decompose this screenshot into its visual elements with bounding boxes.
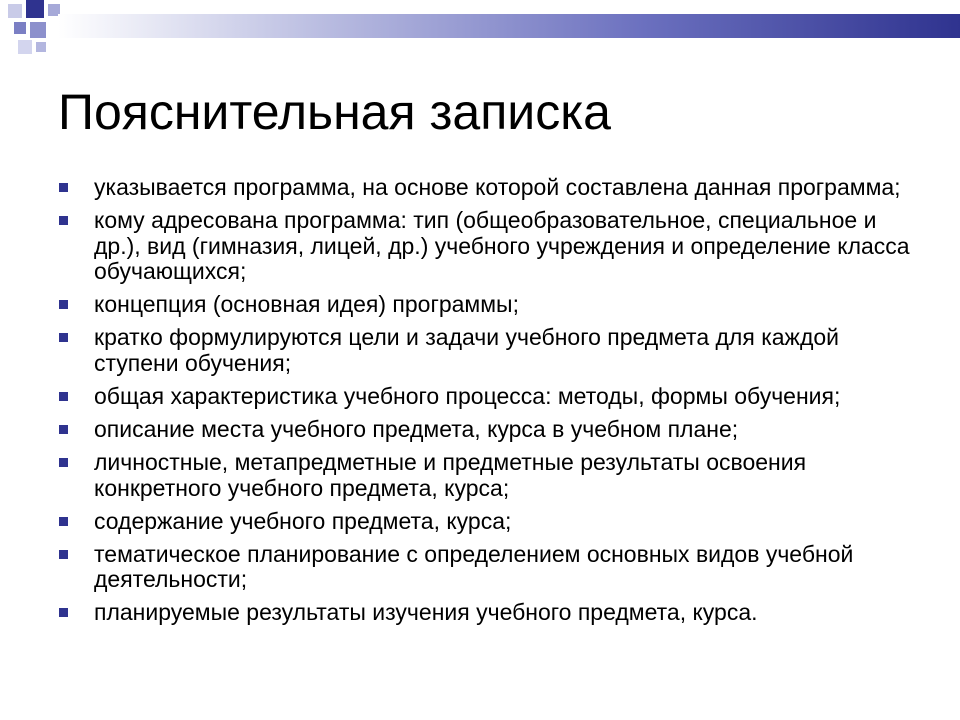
header-decoration [0,0,960,60]
header-gradient-bar [58,14,960,38]
list-item [58,542,918,593]
list-item [58,509,918,535]
square-bullet-icon [59,458,68,467]
list-item [58,208,918,285]
list-item [58,450,918,501]
list-item [58,175,918,201]
square-bullet-icon [59,333,68,342]
square-bullet-icon [59,550,68,559]
square-bullet-icon [59,392,68,401]
square-bullet-icon [59,608,68,617]
square-bullet-icon [59,183,68,192]
list-item [58,325,918,376]
list-item [58,600,918,626]
list-item-text: планируемые результаты изучения учебного предмета, курса. [94,599,758,626]
list-item-text: кому адресована программа: тип (общеобразовательное, специальное и др.), вид (гимназия, лицей, др.) учебного учреждения и определение класса обучающихся; [94,207,910,285]
decor-square [14,22,26,34]
slide-title: Пояснительная записка [58,84,611,140]
list-item-text: указывается программа, на основе которой составлена данная программа; [94,174,901,200]
decor-square [8,4,22,18]
list-item-text: концепция (основная идея) программы; [94,291,519,318]
list-item [58,292,918,318]
square-bullet-icon [59,300,68,309]
square-bullet-icon [59,425,68,434]
list-item [58,417,918,443]
bullet-list [58,175,918,633]
decor-square [26,0,44,18]
decor-square [30,22,46,38]
decor-square [36,42,46,52]
square-bullet-icon [59,216,68,225]
list-item [58,384,918,410]
square-bullet-icon [59,517,68,526]
list-item-text: личностные, метапредметные и предметные результаты освоения конкретного учебного предмета, курса; [94,449,807,501]
list-item-text: кратко формулируются цели и задачи учебного предмета для каждой ступени обучения; [94,324,840,376]
list-item-text: описание места учебного предмета, курса в учебном плане; [94,415,739,442]
list-item-text: общая характеристика учебного процесса: методы, формы обучения; [94,382,841,409]
decor-square [18,40,32,54]
list-item-text: содержание учебного предмета, курса; [94,507,512,534]
list-item-text: тематическое планирование с определением основных видов учебной деятельности; [94,540,854,593]
